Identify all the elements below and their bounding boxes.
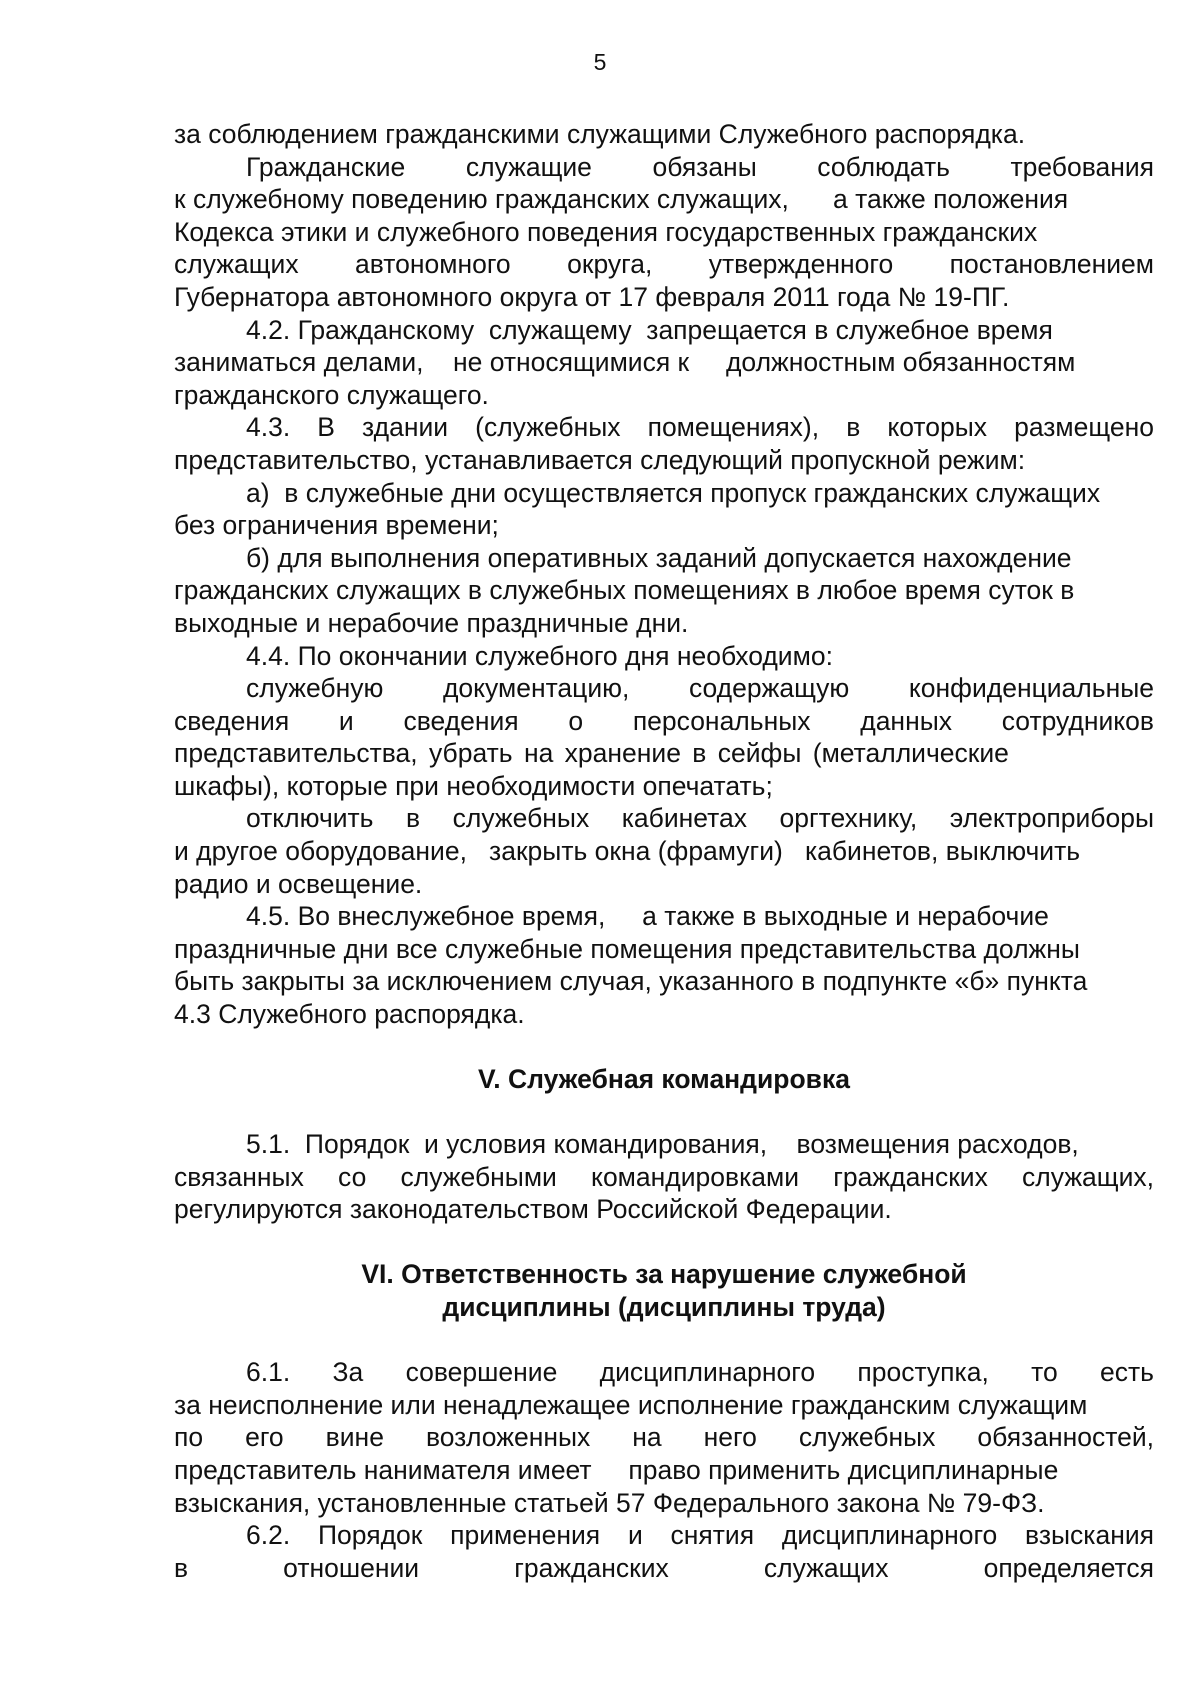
text-line: праздничные дни все служебные помещения представительства должны xyxy=(174,933,1080,964)
spacer xyxy=(174,1226,1154,1258)
text-line: шкафы), которые при необходимости опечатать; xyxy=(174,770,773,801)
text-line: 4.3. В здании (служебных помещениях), в которых размещено xyxy=(246,412,1154,443)
text-line: в отношении гражданских служащих определяется xyxy=(174,1552,1154,1583)
text-line: а) в служебные дни осуществляется пропуск гражданских служащих xyxy=(246,477,1101,508)
text-line: быть закрыты за исключением случая, указанного в подпункте «б» пункта xyxy=(174,966,1088,997)
text-line: заниматься делами, не относящимися к должностным обязанностям xyxy=(174,347,1076,378)
text-line: представитель нанимателя имеет право применить дисциплинарные xyxy=(174,1454,1059,1485)
text-line: 4.5. Во внеслужебное время, а также в выходные и нерабочие xyxy=(246,901,1049,932)
text-line: 4.2. Гражданскому служащему запрещается в служебное время xyxy=(246,314,1053,345)
text-line: служебную документацию, содержащую конфиденциальные xyxy=(246,673,1154,704)
text-line: гражданского служащего. xyxy=(174,379,489,410)
text-line: Гражданские служащие обязаны соблюдать требования xyxy=(246,151,1154,182)
text-line: 4.4. По окончании служебного дня необходимо: xyxy=(246,640,833,671)
text-line: 4.3 Служебного распорядка. xyxy=(174,999,525,1030)
spacer xyxy=(174,1095,1154,1128)
text-line: взыскания, установленные статьей 57 Федерального закона № 79-ФЗ. xyxy=(174,1487,1045,1518)
text-line: сведения и сведения о персональных данных сотрудников xyxy=(174,705,1154,736)
section-heading: дисциплины (дисциплины труда) xyxy=(442,1291,886,1322)
document-body xyxy=(174,118,1154,1584)
text-line: 5.1. Порядок и условия командирования, возмещения расходов, xyxy=(246,1129,1079,1160)
text-line: связанных со служебными командировками гражданских служащих, xyxy=(174,1161,1154,1192)
section-heading: V. Служебная командировка xyxy=(478,1063,850,1094)
spacer xyxy=(174,1323,1154,1356)
text-line: регулируются законодательством Российской Федерации. xyxy=(174,1194,892,1225)
spacer xyxy=(174,1031,1154,1063)
text-line: радио и освещение. xyxy=(174,868,423,899)
text-line: гражданских служащих в служебных помещениях в любое время суток в xyxy=(174,575,1075,606)
text-line: за соблюдением гражданскими служащими Служебного распорядка. xyxy=(174,119,1026,149)
text-line: по его вине возложенных на него служебных обязанностей, xyxy=(174,1422,1154,1453)
text-line: 6.1. За совершение дисциплинарного проступка, то есть xyxy=(246,1357,1154,1388)
text-line: представительство, устанавливается следующий пропускной режим: xyxy=(174,444,1026,475)
text-line: служащих автономного округа, утвержденного постановлением xyxy=(174,249,1154,280)
page-number: 5 xyxy=(593,49,607,75)
text-line: Губернатора автономного округа от 17 февраля 2011 года № 19-ПГ. xyxy=(174,281,1010,312)
text-line: б) для выполнения оперативных заданий допускается нахождение xyxy=(246,542,1072,573)
text-line: Кодекса этики и служебного поведения государственных гражданских xyxy=(174,216,1038,247)
text-line: без ограничения времени; xyxy=(174,510,499,541)
text-line: и другое оборудование, закрыть окна (фрамуги) кабинетов, выключить xyxy=(174,836,1081,867)
section-heading: VI. Ответственность за нарушение служебной xyxy=(361,1259,967,1289)
text-line: выходные и нерабочие праздничные дни. xyxy=(174,607,689,638)
text-line: представительства, убрать на хранение в сейфы (металлические xyxy=(174,738,1009,769)
text-line: к служебному поведению гражданских служащих, а также положения xyxy=(174,184,1069,215)
text-line: 6.2. Порядок применения и снятия дисциплинарного взыскания xyxy=(246,1520,1154,1551)
text-line: отключить в служебных кабинетах оргтехнику, электроприборы xyxy=(246,803,1154,834)
text-line: за неисполнение или ненадлежащее исполнение гражданским служащим xyxy=(174,1389,1088,1420)
